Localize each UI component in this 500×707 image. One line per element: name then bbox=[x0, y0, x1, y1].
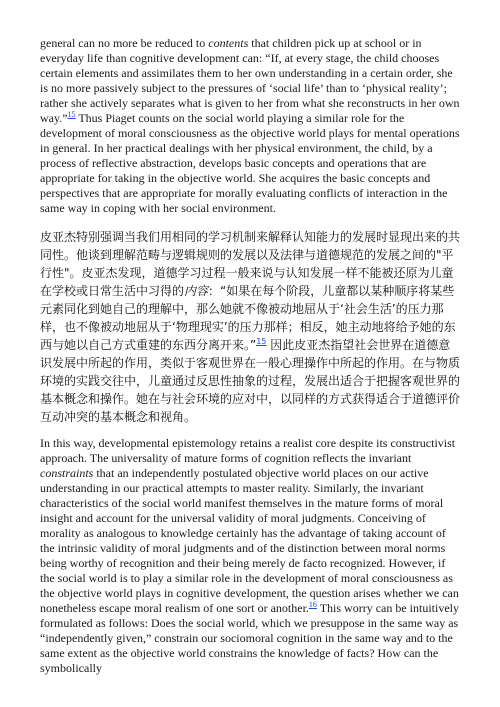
footnote-link[interactable]: 15 bbox=[67, 110, 76, 119]
text-run: 因此皮亚杰指望社会世界在道德意识发展中所起的作用，类似于客观世界在一般心理操作中所起的作用。在与物质环境的实践交往中，儿童通过反思性抽象的过程，发展出适合于把握客观世界的基本概念和操作。她在与社会环境的应对中，以同样的方式获得适合于道德评价互动冲突的基本概念和视角。 bbox=[40, 338, 461, 424]
emphasis-text: contents bbox=[208, 36, 249, 50]
paragraph-english-2 bbox=[40, 436, 462, 676]
text-run: Thus Piaget counts on the social world playing a similar role for the development of moral consciousness as the objective world plays for mental operations in general. In her practical dealings with her physical environment, the child, by a process of reflective abstraction, develops basic concepts and operations that are appropriate for taking in the objective world. She acquires the basic concepts and perspectives that are appropriate for morally evaluating conflicts of interaction in the same way in coping with her social environment. bbox=[40, 111, 460, 215]
text-run: general can no more be reduced to bbox=[40, 36, 209, 50]
text-run: This worry can be intuitively formulated as follows: Does the social world, which we presuppose in the same way as “independently given,” constrain our sociomoral cognition in the same way and to the same extent as the objective world constrains the knowledge of facts? How can the symbolically bbox=[40, 601, 460, 675]
paragraph-chinese-1 bbox=[40, 228, 462, 426]
footnote-ref-16[interactable] bbox=[309, 600, 317, 609]
text-run: ：“如果在每个阶段，儿童都以某种顺序将某些元素同化到她自己的理解中，那么她就不像被动地屈从于‘社会生活’的压力那样，也不像被动地屈从于‘物理现实’的压力那样；相反，她主动地将给予她的东西与她以自己方式重建的东西分离开来。” bbox=[40, 284, 456, 352]
text-run: that children pick up at school or in everyday life than cognitive development can: “If, at every stage, the child chooses certain elements and assimilates them to her own understanding in a certain order, she is no more passively subject to the pressures of ‘social life’ than to ‘physical reality’; rather she actively separates what is given to her from what she reconstructs in her own way.” bbox=[40, 36, 460, 125]
footnote-link[interactable]: 16 bbox=[308, 600, 317, 609]
document-page bbox=[40, 36, 462, 676]
footnote-ref-15[interactable] bbox=[68, 110, 76, 119]
footnote-ref-15[interactable] bbox=[256, 337, 266, 346]
footnote-link[interactable]: 15 bbox=[256, 337, 267, 346]
emphasis-text: 内容 bbox=[184, 284, 209, 298]
text-run: In this way, developmental epistemology retains a realist core despite its constructivist approach. The universality of mature forms of cognition reflects the invariant bbox=[40, 436, 456, 465]
emphasis-text: constraints bbox=[40, 466, 94, 480]
text-run: that an independently postulated objective world places on our active understanding in our practical attempts to master reality. Similarly, the invariant characteristics of the social world manifest themselves in the mature forms of moral insight and account for the universal validity of moral judgments. Conceiving of morality as analogous to knowledge certainly has the advantage of taking account of the intrinsic validity of moral judgments and of the distinction between moral norms being worthy of recognition and their being merely de facto recognized. However, if the social world is to play a similar role in the development of moral consciousness as the objective world plays in cognitive development, the question arises whether we can nonetheless escape moral realism of one sort or another. bbox=[40, 466, 459, 615]
paragraph-english-1 bbox=[40, 36, 462, 216]
text-run: 皮亚杰特别强调当我们用相同的学习机制来解释认知能力的发展时显现出来的共同性。他谈到理解范畴与逻辑规则的发展以及法律与道德规范的发展之间的"平行性"。皮亚杰发现，道德学习过程一般来说与认知发展一样不能被还原为儿童在学校或日常生活中习得的 bbox=[40, 230, 461, 298]
